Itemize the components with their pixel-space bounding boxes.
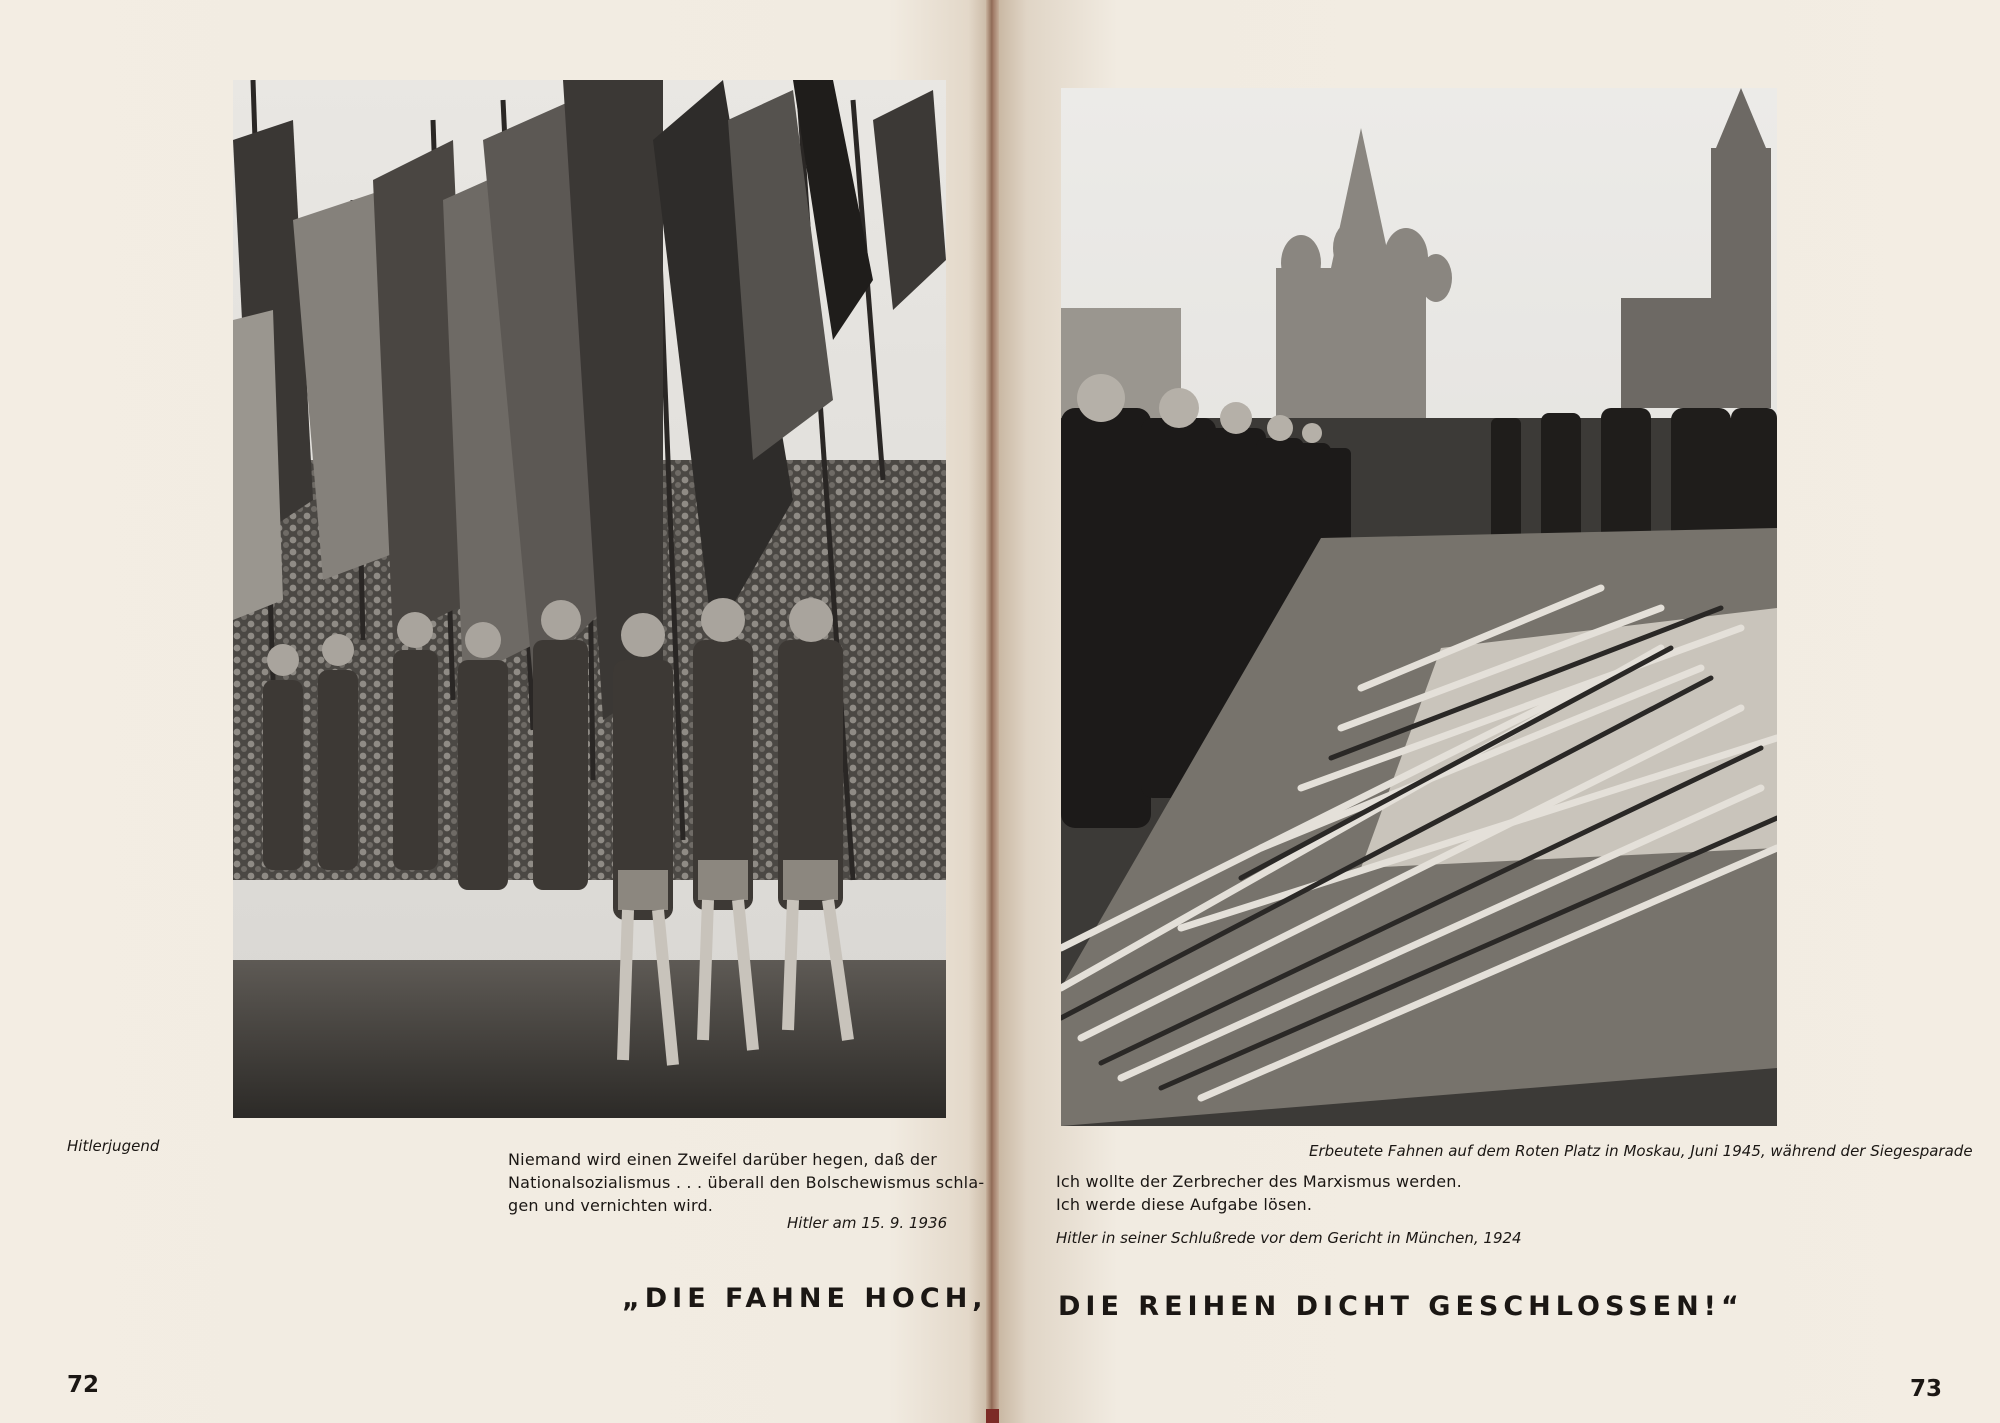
caption-red-square: Erbeutete Fahnen auf dem Roten Platz in Moskau, Juni 1945, während der Siegesparade [1309,1142,1973,1160]
attribution-right: Hitler in seiner Schlußrede vor dem Gericht in München, 1924 [1056,1229,1522,1247]
headline-left: „DIE FAHNE HOCH, [622,1283,988,1314]
quote-right-line: Ich werde diese Aufgabe lösen. [1056,1195,1313,1214]
quote-left-line: gen und vernichten wird. [508,1196,714,1215]
quote-left-line: Nationalsozialismus . . . überall den Bolschewismus schla- [508,1173,985,1192]
attribution-left: Hitler am 15. 9. 1936 [787,1214,948,1232]
caption-hitlerjugend: Hitlerjugend [67,1137,160,1155]
book-gutter [986,0,999,1423]
quote-right-line: Ich wollte der Zerbrecher des Marxismus werden. [1056,1172,1462,1191]
photo-hitler-youth-image [233,80,946,1118]
page-number-left: 72 [67,1372,100,1398]
headline-right: DIE REIHEN DICHT GESCHLOSSEN!“ [1058,1291,1744,1322]
quote-left-line: Niemand wird einen Zweifel darüber hegen, daß der [508,1150,938,1169]
quote-left [508,1148,984,1217]
photo-hitler-youth-parade [233,80,946,1118]
photo-red-square-image [1061,88,1777,1126]
photo-red-square-captured-flags [1061,88,1777,1126]
quote-right [1056,1170,1462,1216]
page-number-right: 73 [1910,1376,1943,1402]
